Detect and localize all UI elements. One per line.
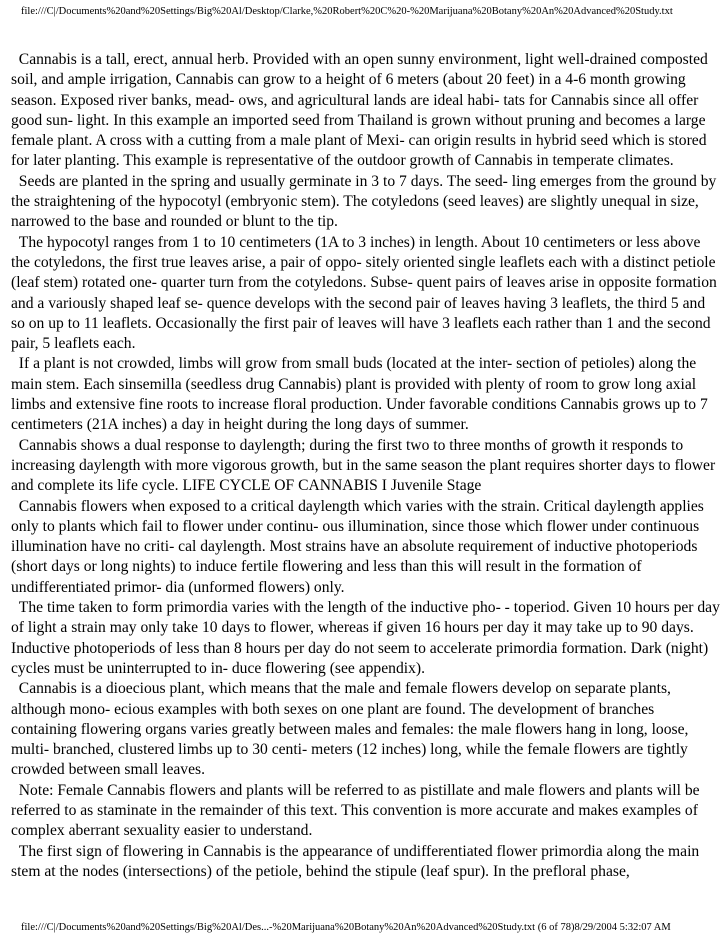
paragraph-text: Cannabis shows a dual response to daylength; during the first two to three months of growth it responds to increasing daylength with more vigorous growth, but in the same season the plant requires shorter days to flower and complete its life cycle. LIFE CYCLE OF CANNABIS I Juvenile Stage [11,436,716,495]
paragraph-text: Seeds are planted in the spring and usually germinate in 3 to 7 days. The seed- ling emerges from the ground by the straightening of the hypocotyl (embryonic stem). The cotyledons (seed leaves) are slightly unequal in size, narrowed to the base and rounded or blunt to the tip. [11,172,717,231]
paragraph [11,598,721,679]
paragraph [11,233,721,355]
paragraph [11,436,721,497]
paragraph-text: Note: Female Cannabis flowers and plants will be referred to as pistillate and male flowers and plants will be referred to as staminate in the remainder of this text. This convention is more accurate and makes examples of complex aberrant sexuality easier to understand. [11,781,700,840]
paragraph [11,172,721,233]
paragraph-text: Cannabis flowers when exposed to a critical daylength which varies with the strain. Critical daylength applies only to plants which fail to flower under continu- ous illumination, since those which flower under continuous illumination have no criti- cal daylength. Most strains have an absolute requirement of inductive photoperiods (short days or long nights) to induce fertile flowering and less than this will result in the formation of undifferentiated primor- dia (unformed flowers) only. [11,497,704,596]
paragraph-text: The hypocotyl ranges from 1 to 10 centimeters (1A to 3 inches) in length. About 10 centimeters or less above the cotyledons, the first true leaves arise, a pair of oppo- sitely oriented single leaflets each with a distinct petiole (leaf stem) rotated one- quarter turn from the cotyledons. Subse- quent pairs of leaves arise in opposite formation and a variously shaped leaf se- quence develops with the second pair of leaves having 3 leaflets, the third 5 and so on up to 11 leaflets. Occasionally the first pair of leaves will have 3 leaflets each rather than 1 and the second pair, 5 leaflets each. [11,233,717,353]
footer-file-url: file:///C|/Documents%20and%20Settings/Big%20Al/Des...-%20Marijuana%20Botany%20An%20Advanced%20Study.txt (6 of 78)8/29/2004 5:32:07 AM [21,922,671,933]
paragraph-text: If a plant is not crowded, limbs will grow from small buds (located at the inter- section of petioles) along the main stem. Each sinsemilla (seedless drug Cannabis) plant is provided with plenty of room to grow long axial limbs and extensive fine roots to increase floral production. Under favorable conditions Cannabis grows up to 7 centimeters (21A inches) a day in height during the long days of summer. [11,355,708,434]
document-body [11,50,721,882]
paragraph [11,497,721,598]
header-file-url: file:///C|/Documents%20and%20Settings/Big%20Al/Desktop/Clarke,%20Robert%20C%20-%20Marijuana%20Botany%20An%20Advanced%20Study.txt [21,6,673,17]
paragraph [11,781,721,842]
paragraph-text: Cannabis is a tall, erect, annual herb. Provided with an open sunny environment, light well-drained composted soil, and ample irrigation, Cannabis can grow to a height of 6 meters (about 20 feet) in a 4-6 month growing season. Exposed river banks, mead- ows, and agricultural lands are ideal habi- tats for Cannabis since all offer good sun- light. In this example an imported seed from Thailand is grown without pruning and becomes a large female plant. A cross with a cutting from a male plant of Mexi- can origin results in hybrid seed which is stored for later planting. This example is representative of the outdoor growth of Cannabis in temperate climates. [11,51,708,170]
paragraph [11,679,721,780]
paragraph [11,50,721,172]
paragraph-text: The first sign of flowering in Cannabis is the appearance of undifferentiated flower primordia along the main stem at the nodes (intersections) of the petiole, behind the stipule (leaf spur). In the prefloral phase, [11,842,700,880]
paragraph-text: The time taken to form primordia varies with the length of the inductive pho- - toperiod. Given 10 hours per day of light a strain may only take 10 days to flower, whereas if given 16 hours per day it may take up to 90 days. Inductive photoperiods of less than 8 hours per day do not seem to accelerate primordia formation. Dark (night) cycles must be uninterrupted to in- duce flowering (see appendix). [11,599,720,677]
paragraph-text: Cannabis is a dioecious plant, which means that the male and female flowers develop on separate plants, although mono- ecious examples with both sexes on one plant are found. The development of branches containing flowering organs varies greatly between males and females: the male flowers hang in long, loose, multi- branched, clustered limbs up to 30 centi- meters (12 inches) long, while the female flowers are tightly crowded between small leaves. [11,680,689,779]
paragraph [11,842,721,883]
paragraph [11,354,721,435]
